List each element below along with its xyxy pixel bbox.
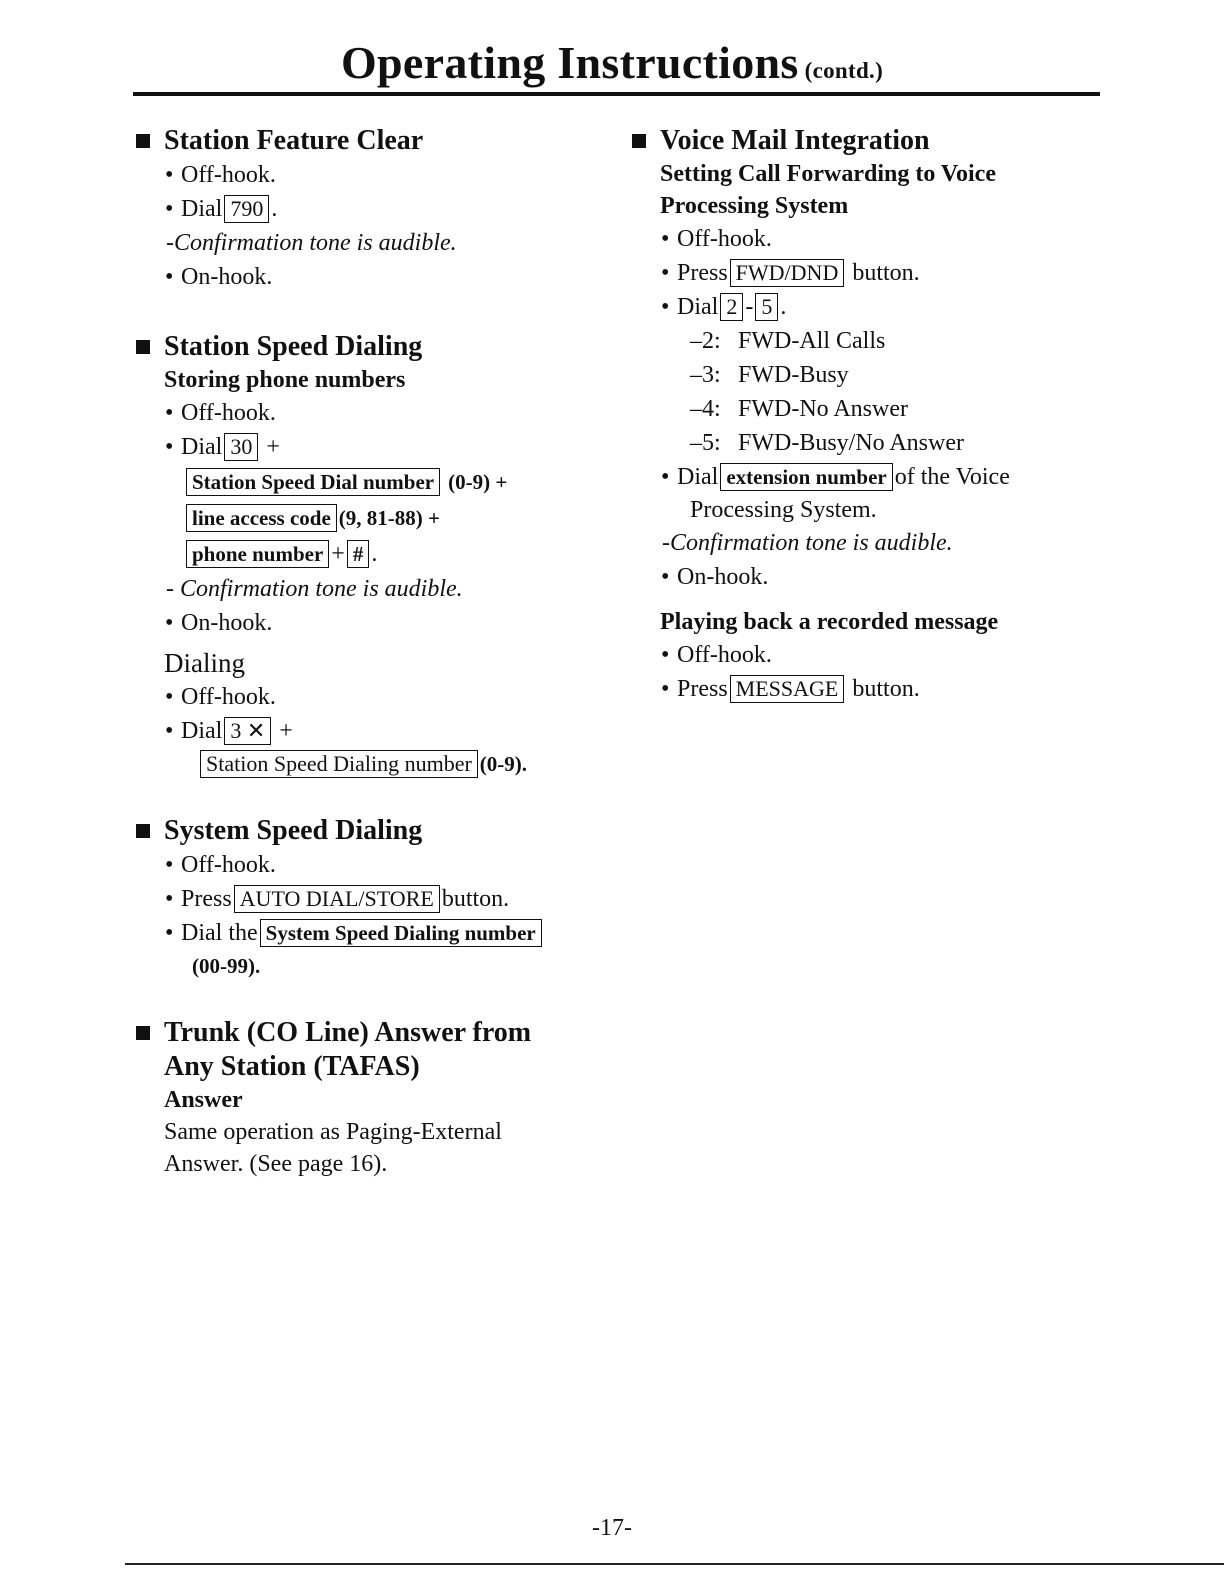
step: • Press AUTO DIAL/STORE button. — [165, 886, 510, 912]
step: • Dial extension number of the Voice — [661, 464, 1010, 490]
body-text: Same operation as Paging-External — [164, 1119, 502, 1145]
key-label: 3 ✕ — [224, 717, 271, 745]
square-bullet-icon — [136, 1026, 150, 1040]
option-line: –3: FWD-Busy — [690, 362, 849, 388]
section-station-feature-clear — [136, 124, 616, 294]
section-station-speed-dialing — [136, 330, 616, 780]
step: • Off-hook. — [165, 852, 276, 878]
sub-heading: Playing back a recorded message — [660, 609, 999, 635]
key-label: FWD/DND — [730, 259, 845, 287]
step: • Off-hook. — [165, 162, 276, 188]
step-continuation: line access code (9, 81-88) + — [136, 500, 616, 536]
step: • Off-hook. — [165, 400, 276, 426]
square-bullet-icon — [136, 340, 150, 354]
step: • Press MESSAGE button. — [661, 676, 920, 702]
key-label: extension number — [720, 463, 892, 491]
section-heading: Trunk (CO Line) Answer from — [136, 1016, 616, 1050]
step-continuation: Station Speed Dialing number (0-9). — [136, 748, 616, 780]
option-line: –4: FWD-No Answer — [690, 396, 908, 422]
step: • Dial 30 + — [165, 434, 280, 460]
option-line: –2: FWD-All Calls — [690, 328, 886, 354]
key-label: 790 — [224, 195, 269, 223]
step: • On-hook. — [661, 564, 769, 590]
section-system-speed-dialing — [136, 814, 616, 982]
sub-heading: Setting Call Forwarding to Voice — [660, 161, 996, 187]
left-column — [136, 124, 616, 1204]
sub-heading: Answer — [164, 1087, 243, 1113]
note: -Confirmation tone is audible. — [166, 230, 457, 256]
sub-heading: Processing System — [660, 193, 849, 219]
note: - Confirmation tone is audible. — [166, 576, 463, 602]
key-label: System Speed Dialing number — [260, 919, 542, 947]
section-heading: Station Feature Clear — [136, 124, 616, 158]
section-heading: System Speed Dialing — [136, 814, 616, 848]
step-continuation: phone number + # . — [136, 536, 616, 572]
section-tafas — [136, 1016, 616, 1180]
page-title — [0, 36, 1224, 89]
key-label: Station Speed Dialing number — [200, 750, 478, 778]
key-label: line access code — [186, 504, 337, 532]
key-label: 30 — [224, 433, 258, 461]
step: • Off-hook. — [165, 684, 276, 710]
step: • On-hook. — [165, 264, 273, 290]
page-title-text: Operating Instructions — [340, 37, 799, 88]
key-label: Station Speed Dial number — [186, 468, 440, 496]
key-label: 5 — [755, 293, 778, 321]
key-label: phone number — [186, 540, 329, 568]
step: • Off-hook. — [661, 642, 772, 668]
step: • On-hook. — [165, 610, 273, 636]
step: • Press FWD/DND button. — [661, 260, 920, 286]
section-heading: Voice Mail Integration — [632, 124, 1102, 158]
square-bullet-icon — [136, 134, 150, 148]
page-title-contd: (contd.) — [804, 58, 884, 83]
section-heading-cont: Any Station (TAFAS) — [164, 1051, 420, 1082]
step-continuation: Processing System. — [690, 497, 877, 523]
step: • Dial the System Speed Dialing number — [136, 916, 616, 950]
section-voice-mail-integration — [632, 124, 1102, 706]
step-continuation: Station Speed Dial number (0-9) + — [136, 464, 616, 500]
step: • Dial 790 . — [165, 196, 278, 222]
step: • Dial 3 ✕ + — [165, 718, 293, 744]
key-label: # — [347, 540, 370, 568]
body-text: Answer. (See page 16). — [164, 1151, 388, 1177]
step: • Off-hook. — [661, 226, 772, 252]
step: • Dial 2 - 5 . — [661, 294, 787, 320]
sub-heading: Dialing — [164, 648, 245, 678]
key-label: AUTO DIAL/STORE — [234, 885, 440, 913]
note: -Confirmation tone is audible. — [662, 530, 953, 556]
section-heading: Station Speed Dialing — [136, 330, 616, 364]
square-bullet-icon — [632, 134, 646, 148]
right-column — [632, 124, 1102, 730]
title-rule — [133, 92, 1100, 96]
square-bullet-icon — [136, 824, 150, 838]
key-label: 2 — [720, 293, 743, 321]
step-continuation: (00-99). — [192, 954, 261, 978]
option-line: –5: FWD-Busy/No Answer — [690, 430, 964, 456]
key-label: MESSAGE — [730, 675, 845, 703]
sub-heading: Storing phone numbers — [164, 367, 406, 393]
bottom-rule — [125, 1563, 1224, 1565]
page-number: -17- — [592, 1515, 632, 1541]
